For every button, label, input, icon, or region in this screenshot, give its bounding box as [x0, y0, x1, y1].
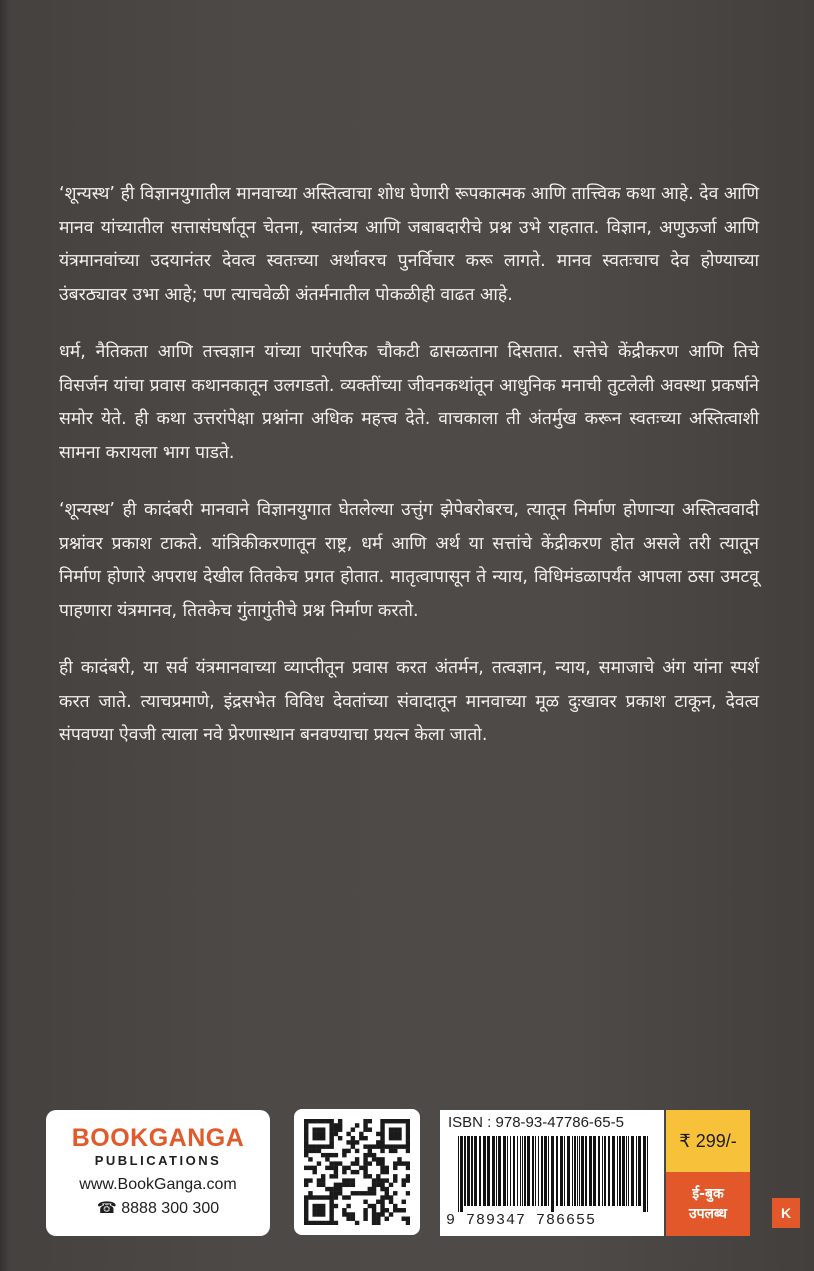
blurb-paragraph-3: ‘शून्यस्थ’ ही कादंबरी मानवाने विज्ञानयुगात घेतलेल्या उत्तुंग झेपेबरोबरच, त्यातून निर्माण होणाऱ्या अस्तित्ववादी प्रश्नांवर प्रकाश टाकते. यांत्रिकीकरणातून राष्ट्र, धर्म आणि अर्थ या सत्तांचे केंद्रीकरण होत असले तरी त्यातून निर्माण होणारे अपराध देखील तितकेच प्रगत होतात. मातृत्वापासून ते न्याय, विधिमंडळापर्यंत आपला ठसा उमटवू पाहणारा यंत्रमानव, तितकेच गुंतागुंतीचे प्रश्न निर्माण करतो.	[59, 500, 759, 621]
publisher-website[interactable]: www.BookGanga.com	[79, 1176, 237, 1193]
corner-badge	[772, 1198, 800, 1228]
ebook-line-1: ई-बुक	[692, 1186, 724, 1202]
spine-shadow	[0, 0, 10, 1271]
price-label: ₹ 299/-	[679, 1130, 737, 1151]
phone-number: 8888 300 300	[121, 1200, 220, 1217]
price-box	[666, 1110, 750, 1172]
publisher-logo: BOOKGANGA	[71, 1124, 245, 1152]
blurb-text	[59, 178, 759, 777]
publisher-box	[46, 1110, 270, 1236]
barcode-icon	[448, 1136, 656, 1212]
phone-icon: ☎	[96, 1200, 122, 1217]
blurb-paragraph-1: ‘शून्यस्थ’ ही विज्ञानयुगातील मानवाच्या अस्तित्वाचा शोध घेणारी रूपकात्मक आणि तात्त्विक कथा आहे. देव आणि मानव यांच्यातील सत्तासंघर्षातून चेतना, स्वातंत्र्य आणि जबाबदारीचे प्रश्न उभे राहतात. विज्ञान, अणुऊर्जा आणि यंत्रमानवांच्या उदयानंतर देवत्व स्वतःच्या अर्थावरच पुनर्विचार करू लागते. मानव स्वतःचाच देव होण्याच्या उंबरठ्यावर उभा आहे; पण त्याचवेळी अंतर्मनातील पोकळीही वाढत आहे.	[59, 184, 759, 305]
publisher-phone	[46, 1198, 270, 1218]
corner-badge-label: K	[780, 1205, 792, 1221]
qr-code-icon[interactable]	[304, 1119, 410, 1225]
barcode-box	[440, 1110, 664, 1236]
isbn-label: ISBN : 978-93-47786-65-5	[448, 1114, 624, 1131]
blurb-paragraph-2: धर्म, नैतिकता आणि तत्त्वज्ञान यांच्या पारंपरिक चौकटी ढासळताना दिसतात. सत्तेचे केंद्रीकरण आणि तिचे विसर्जन यांचा प्रवास कथानकातून उलगडतो. व्यक्तींच्या जीवनकथांतून आधुनिक मनाची तुटलेली अवस्था प्रकर्षाने समोर येते. ही कथा उत्तरांपेक्षा प्रश्नांना अधिक महत्त्व देते. वाचकाला ती अंतर्मुख करून स्वतःच्या अस्तित्वाशी सामना करायला भाग पाडते.	[59, 342, 759, 463]
blurb-paragraph-4: ही कादंबरी, या सर्व यंत्रमानवाच्या व्याप्तीतून प्रवास करत अंतर्मन, तत्वज्ञान, न्याय, समाजाचे अंग यांना स्पर्श करत जाते. त्याचप्रमाणे, इंद्रसभेत विविध देवतांच्या संवादातून मानवाच्या मूळ दुःखावर प्रकाश टाकून, देवत्व संपवण्या ऐवजी त्याला नवे प्रेरणास्थान बनवण्याचा प्रयत्न केला जातो.	[59, 658, 759, 745]
barcode-number: 9 789347 786655	[446, 1212, 597, 1229]
ebook-available-box	[666, 1172, 750, 1236]
ebook-line-2: उपलब्ध	[688, 1206, 728, 1222]
qr-box	[294, 1109, 420, 1235]
publisher-subtitle: PUBLICATIONS	[94, 1153, 222, 1168]
